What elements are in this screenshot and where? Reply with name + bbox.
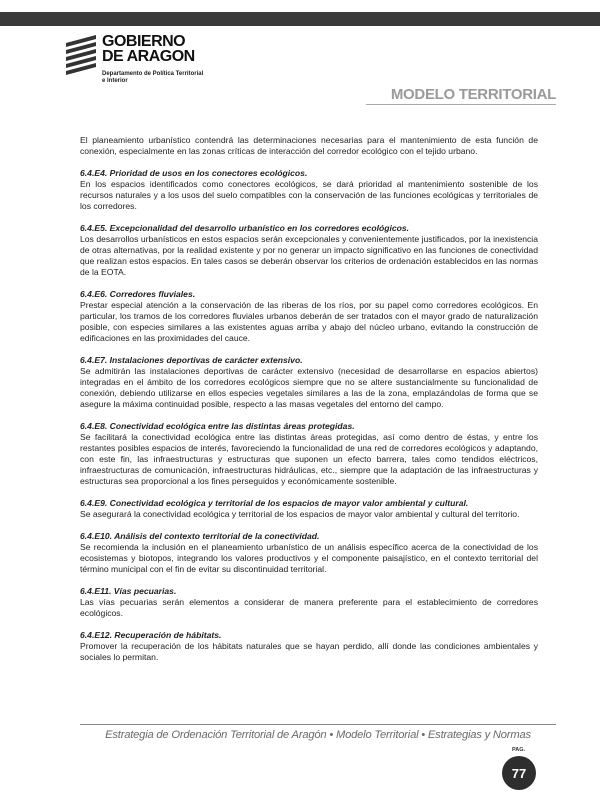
section-body: Los desarrollos urbanísticos en estos espacios serán excepcionales y convenientemente justificados, por la inexistencia de otras alternativas, por la realidad existente y por no generar un impacto significativo en las funciones de conectividad que realizan estos espacios. En tales casos se deberán observar los criterios de ordenación establecidos en las normas de la EOTA. [80,234,538,277]
section-heading: 6.4.E11. Vías pecuarias. [80,586,177,596]
footer-divider [80,724,556,725]
section-e4 [80,168,538,212]
section-body: Se facilitará la conectividad ecológica entre las distintas áreas protegidas, así como dentro de éstas, y entre los restantes posibles espacios de interés, favoreciendo la funcionalidad de una red de corredores ecológicos y adaptando, con este fin, las infraestructuras y estructuras que suponen un efecto barrera, tales como tendidos eléctricos, infraestructuras de comunicación, infraestructuras hidráulicas, etc., siempre que la adaptación de las infraestructuras y estructuras sea proporcional a los fines perseguidos y económicamente sostenible. [80,432,538,486]
logo-title-line1: GOBIERNO [102,33,186,50]
page-number: 77 [511,765,527,781]
section-heading: 6.4.E8. Conectividad ecológica entre las distintas áreas protegidas. [80,421,355,431]
section-e12 [80,630,538,663]
section-body: Se recomienda la inclusión en el planeamiento urbanístico de un análisis específico acerca de la conectividad de los ecosistemas y biotopos, integrando los valores productivos y el componente paisajístico, en el contexto territorial del término municipal con el fin de evitar su discontinuidad territorial. [80,542,538,574]
section-heading: 6.4.E7. Instalaciones deportivas de carácter extensivo. [80,355,303,365]
logo-department-line2: e Interior [102,78,128,84]
logo-title-line2: DE ARAGON [102,48,195,65]
section-e8 [80,421,538,487]
section-body: Prestar especial atención a la conservación de las riberas de los ríos, por su papel como corredores ecológicos. En particular, los tramos de los corredores fluviales urbanos deberán de ser tratados con el mayor grado de naturalización posible, con especies similares a las existentes aguas arriba y abajo del núcleo urbano, evitando la construcción de edificaciones en las proximidades del cauce. [80,300,538,343]
logo-department [102,71,203,85]
page-label: PAG. [512,747,526,753]
aragon-emblem-icon [66,33,100,81]
section-body: Las vías pecuarias serán elementos a considerar de manera preferente para el establecimiento de corredores ecológicos. [80,597,538,618]
section-e5 [80,223,538,278]
section-heading: 6.4.E5. Excepcionalidad del desarrollo urbanístico en los corredores ecológicos. [80,223,410,233]
section-e11 [80,586,538,619]
section-e7 [80,355,538,410]
section-heading: 6.4.E9. Conectividad ecológica y territorial de los espacios de mayor valor ambiental y cultural. [80,498,469,508]
title-divider [366,104,556,105]
section-e6 [80,289,538,344]
section-title: MODELO TERRITORIAL [390,86,556,103]
document-body [80,135,538,663]
section-heading: 6.4.E4. Prioridad de usos en los conectores ecológicos. [80,168,308,178]
section-body: Promover la recuperación de los hábitats naturales que se hayan perdido, allí donde las condiciones ambientales y sociales lo permitan. [80,641,538,662]
top-bar [0,12,600,26]
section-heading: 6.4.E6. Corredores fluviales. [80,289,196,299]
page-number-badge [502,756,536,790]
section-heading: 6.4.E12. Recuperación de hábitats. [80,630,222,640]
footer-text: Estrategia de Ordenación Territorial de Aragón • Modelo Territorial • Estrategias y Normas [105,729,531,741]
section-e9 [80,498,538,520]
intro-paragraph: El planeamiento urbanístico contendrá las determinaciones necesarias para el mantenimiento de esta función de conexión, especialmente en las zonas críticas de interacción del corredor ecológico con el tejido urbano. [80,135,538,156]
logo-department-line1: Departamento de Política Territorial [102,71,204,77]
section-e10 [80,531,538,575]
section-body: Se admitirán las instalaciones deportivas de carácter extensivo (necesidad de desarrollarse en espacios abiertos) integradas en el ámbito de los corredores ecológicos siempre que no se altere sustancialmente su funcionalidad de conexión, debiendo utilizarse en ellos especies vegetales similares a las de la zona, emplazándolas de forma que se asegure la máxima continuidad posible, respecto a las masas vegetales del entorno del campo. [80,366,538,409]
section-heading: 6.4.E10. Análisis del contexto territorial de la conectividad. [80,531,320,541]
section-body: En los espacios identificados como conectores ecológicos, se dará prioridad al mantenimiento sostenible de los recursos naturales y a los usos del suelo compatibles con la conservación de las funciones ecológicas y territoriales de los corredores. [80,179,538,211]
section-body: Se asegurará la conectividad ecológica y territorial de los espacios de mayor valor ambiental y cultural del territorio. [80,509,520,519]
